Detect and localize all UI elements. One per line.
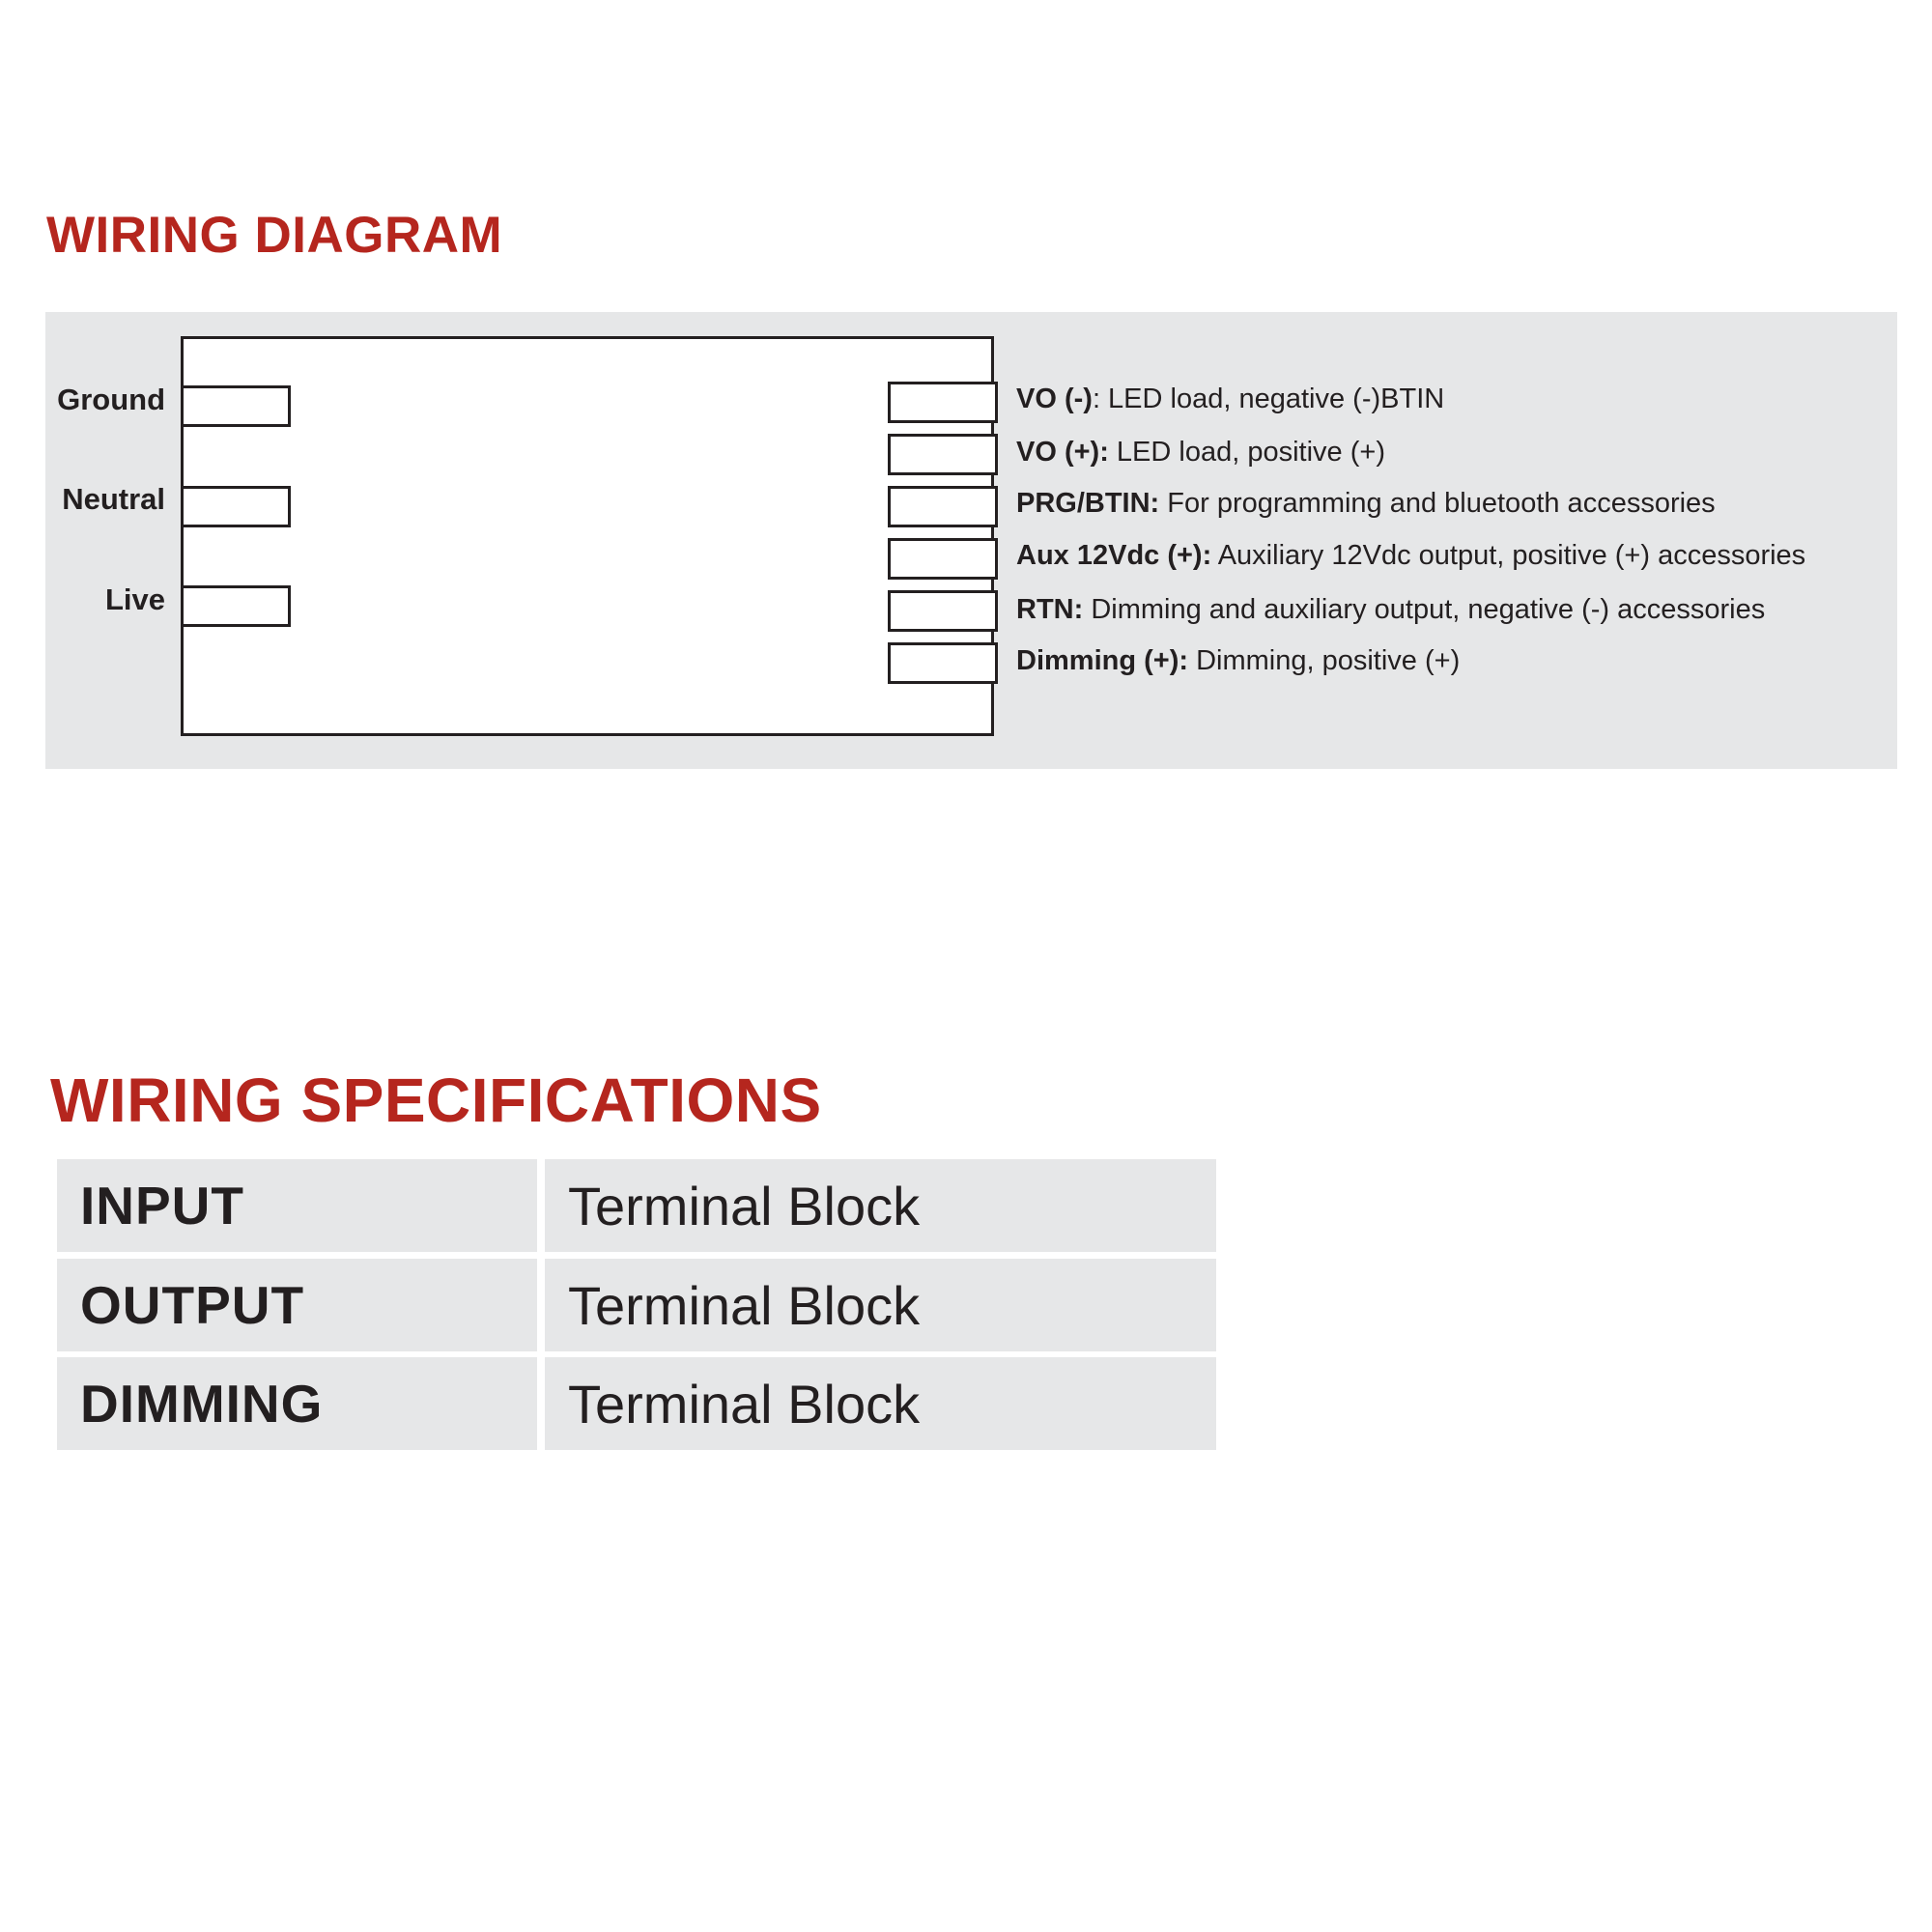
spec-key: DIMMING xyxy=(57,1357,537,1450)
terminal-aux-12vdc xyxy=(888,538,998,580)
spec-value: Terminal Block xyxy=(545,1159,1216,1252)
output-desc-vo-negative xyxy=(1016,382,1444,416)
spec-key: INPUT xyxy=(57,1159,537,1252)
terminal-prg-btin xyxy=(888,486,998,527)
wiring-diagram-panel xyxy=(45,312,1897,769)
terminal-dimming xyxy=(888,642,998,684)
output-text: Dimming and auxiliary output, negative (-) accessories xyxy=(1083,594,1766,625)
terminal-vo-negative xyxy=(888,382,998,423)
output-key: VO (+): xyxy=(1016,437,1109,468)
table-row xyxy=(57,1159,1216,1252)
wiring-diagram-title: WIRING DIAGRAM xyxy=(46,207,503,264)
terminal-neutral xyxy=(181,486,291,527)
output-text: LED load, negative (-)BTIN xyxy=(1100,384,1445,414)
terminal-rtn xyxy=(888,590,998,632)
table-row xyxy=(57,1357,1216,1450)
output-desc-aux-12vdc xyxy=(1016,538,1805,573)
terminal-live xyxy=(181,585,291,627)
input-label-ground: Ground xyxy=(57,383,165,416)
output-text: Dimming, positive (+) xyxy=(1188,645,1461,676)
output-desc-dimming xyxy=(1016,643,1460,678)
output-desc-vo-positive xyxy=(1016,435,1385,469)
spec-value: Terminal Block xyxy=(545,1259,1216,1351)
input-label-live: Live xyxy=(104,582,165,616)
spec-value: Terminal Block xyxy=(545,1357,1216,1450)
spec-key: OUTPUT xyxy=(57,1259,537,1351)
output-desc-prg-btin xyxy=(1016,486,1716,521)
output-desc-rtn xyxy=(1016,592,1765,627)
input-label-neutral: Neutral xyxy=(62,482,165,516)
terminal-ground xyxy=(181,385,291,427)
terminal-vo-positive xyxy=(888,434,998,475)
output-key: Dimming (+): xyxy=(1016,645,1189,676)
output-key: VO (-) xyxy=(1016,384,1093,414)
output-key: RTN: xyxy=(1016,594,1084,625)
driver-device-outline xyxy=(181,336,994,736)
output-key: Aux 12Vdc (+): xyxy=(1016,540,1212,571)
output-text: For programming and bluetooth accessories xyxy=(1159,488,1716,519)
output-key: PRG/BTIN: xyxy=(1016,488,1160,519)
table-row xyxy=(57,1259,1216,1351)
output-text: LED load, positive (+) xyxy=(1108,437,1385,468)
output-text: Auxiliary 12Vdc output, positive (+) accessories xyxy=(1211,540,1806,571)
output-separator: : xyxy=(1092,384,1100,414)
wiring-specifications-title: WIRING SPECIFICATIONS xyxy=(50,1065,822,1135)
